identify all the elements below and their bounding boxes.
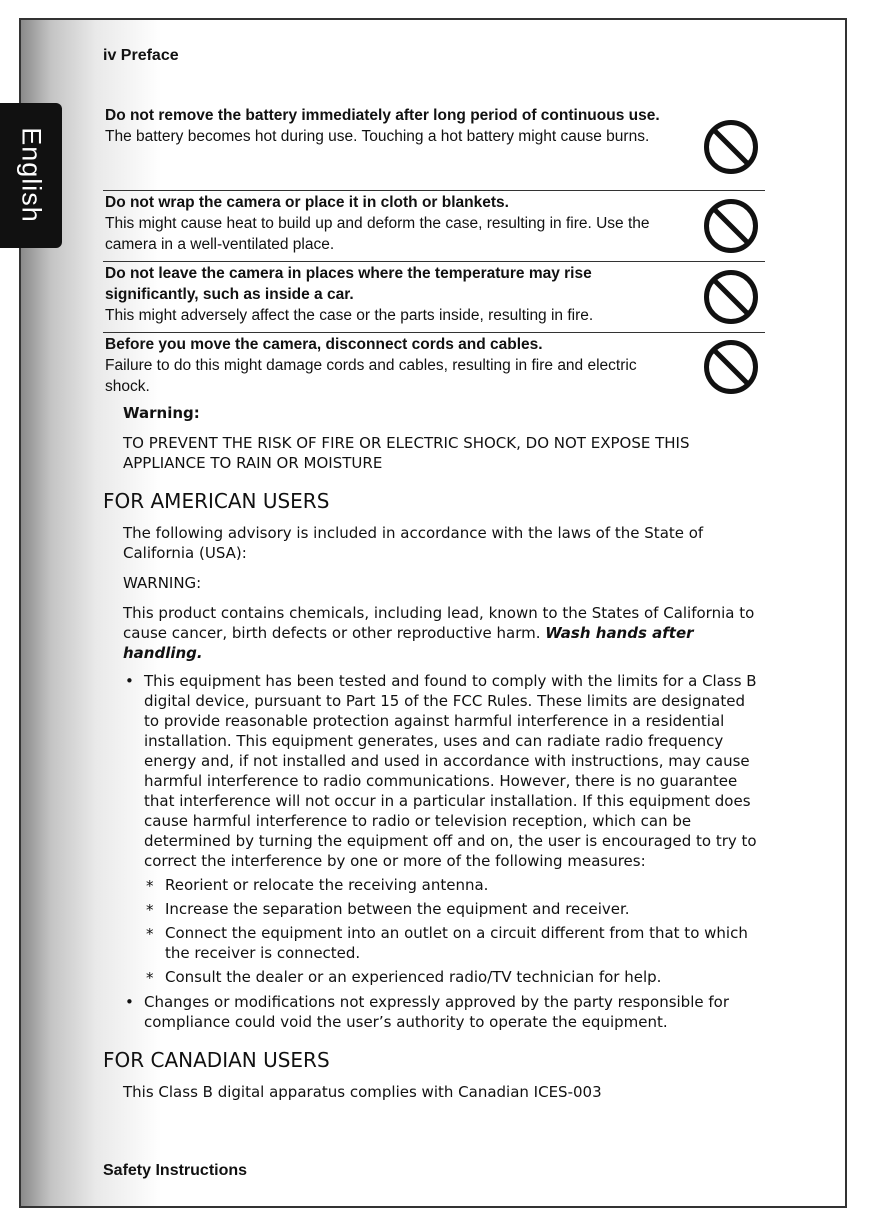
caution-title: Do not wrap the camera or place it in cloth or blankets. — [105, 194, 509, 211]
language-tab-label: English — [16, 127, 47, 223]
running-footer: Safety Instructions — [103, 1162, 248, 1179]
main-content — [103, 400, 763, 1102]
list-item: * Consult the dealer or an experienced radio/TV technician for help. — [144, 967, 763, 987]
prop65-paragraph — [123, 603, 763, 663]
language-tab — [0, 103, 62, 248]
list-item: * Increase the separation between the equipment and receiver. — [144, 899, 763, 919]
section-heading-american: FOR AMERICAN USERS — [103, 489, 330, 513]
american-warning-label: WARNING: — [123, 574, 202, 592]
list-item — [123, 671, 763, 987]
prohibition-icon — [703, 119, 759, 175]
caution-body: Failure to do this might damage cords and cables, resulting in fire and electric shock. — [105, 357, 637, 395]
prop65-text: This product contains chemicals, including lead, known to the States of California to cause cancer, birth defects or other reproductive harm. — [123, 604, 755, 642]
caution-row — [103, 333, 765, 401]
american-intro: The following advisory is included in accordance with the laws of the State of California (USA): — [123, 524, 704, 562]
warning-block — [123, 403, 763, 473]
list-item: * Reorient or relocate the receiving antenna. — [144, 875, 763, 895]
section-heading-canadian: FOR CANADIAN USERS — [103, 1048, 330, 1072]
measures-list — [144, 875, 763, 987]
prohibition-icon — [703, 269, 759, 325]
caution-row — [103, 104, 765, 191]
caution-body: The battery becomes hot during use. Touching a hot battery might cause burns. — [105, 128, 650, 145]
list-item: * Connect the equipment into an outlet on a circuit different from that to which the receiver is connected. — [144, 923, 763, 963]
caution-body: This might cause heat to build up and deform the case, resulting in fire. Use the camera in a well-ventilated place. — [105, 215, 650, 253]
caution-title: Do not remove the battery immediately after long period of continuous use. — [105, 107, 660, 124]
warning-text: TO PREVENT THE RISK OF FIRE OR ELECTRIC SHOCK, DO NOT EXPOSE THIS APPLIANCE TO RAIN OR MOISTURE — [123, 434, 690, 472]
list-item: • Changes or modifications not expressly approved by the party responsible for compliance could void the user’s authority to operate the equipment. — [123, 992, 763, 1032]
caution-table — [103, 104, 765, 401]
prohibition-icon — [703, 339, 759, 395]
running-header: iv Preface — [103, 47, 179, 64]
prohibition-icon — [703, 198, 759, 254]
caution-title: Before you move the camera, disconnect cords and cables. — [105, 336, 543, 353]
caution-row — [103, 262, 765, 333]
caution-title: Do not leave the camera in places where the temperature may rise significantly, such as inside a car. — [105, 265, 592, 303]
american-section — [123, 523, 763, 663]
canadian-text: This Class B digital apparatus complies with Canadian ICES-003 — [123, 1083, 602, 1101]
american-bullets — [123, 671, 763, 1032]
fcc-text: This equipment has been tested and found to comply with the limits for a Class B digital device, pursuant to Part 15 of the FCC Rules. These limits are designated to provide reasonable protection against harmful interference in a residential installation. This equipment generates, uses and can radiate radio frequency energy and, if not installed and used in accordance with instructions, may cause harmful interference to radio communications. However, there is no guarantee that interference will not occur in a particular installation. If this equipment does cause harmful interference to radio or television reception, which can be determined by turning the equipment off and on, the user is encouraged to try to correct the interference by one or more of the following measures: — [144, 672, 757, 870]
caution-body: This might adversely affect the case or the parts inside, resulting in fire. — [105, 307, 594, 324]
warning-label: Warning: — [123, 404, 200, 422]
caution-row — [103, 191, 765, 262]
prop65-emphasis: Wash hands after handling. — [123, 624, 694, 662]
